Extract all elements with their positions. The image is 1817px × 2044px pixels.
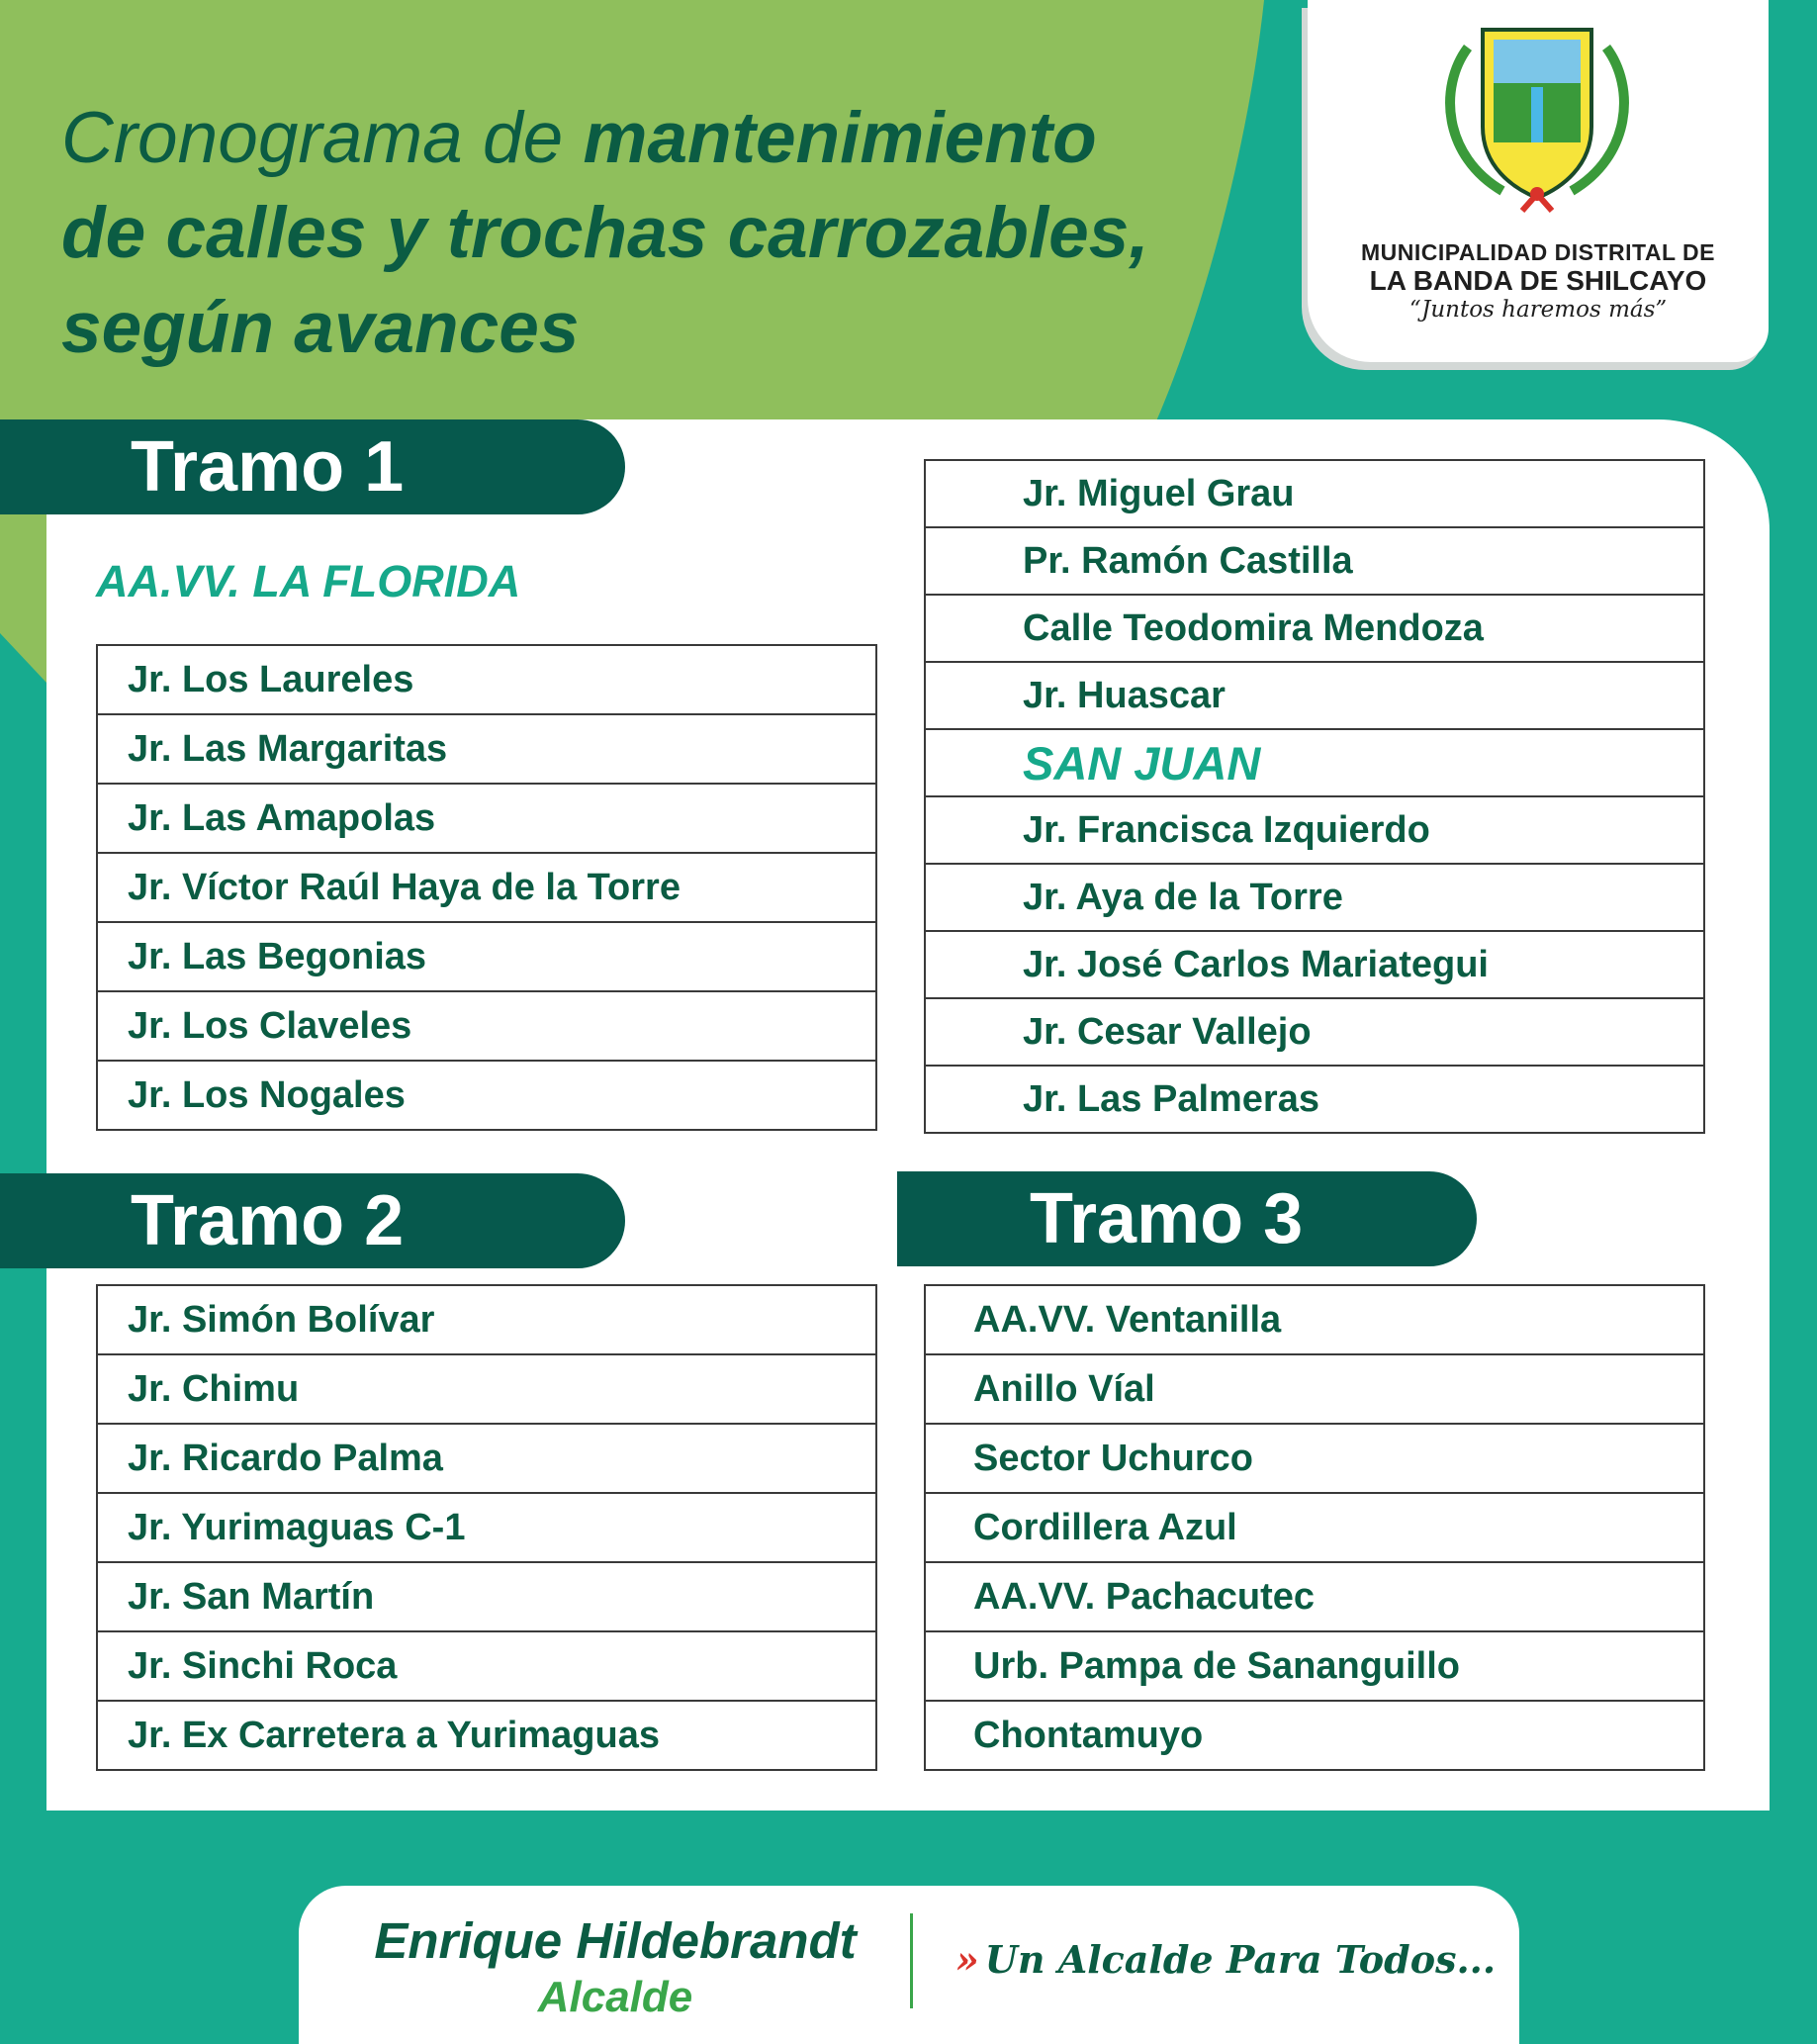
table-row: Jr. Las Begonias: [97, 922, 876, 991]
tramo-3-tab: Tramo 3: [897, 1171, 1477, 1266]
table-row: Jr. Sinchi Roca: [97, 1631, 876, 1701]
table-row: Jr. San Martín: [97, 1562, 876, 1631]
slogan: [955, 1937, 1496, 1982]
tramo-2-street-list: [96, 1284, 877, 1771]
subsection-title-san-juan: SAN JUAN: [925, 729, 1704, 796]
mayor-name: Enrique Hildebrandt: [374, 1912, 857, 1969]
tramo-1-street-list-left: [96, 644, 877, 1131]
footer-card: [299, 1886, 1519, 2044]
table-row: Calle Teodomira Mendoza: [925, 595, 1704, 662]
table-row: Jr. Ricardo Palma: [97, 1424, 876, 1493]
table-row: Anillo Víal: [925, 1354, 1704, 1424]
table-row: AA.VV. Ventanilla: [925, 1285, 1704, 1354]
table-row: Pr. Ramón Castilla: [925, 527, 1704, 595]
municipal-coat-of-arms-icon: [1428, 18, 1646, 216]
table-row: Chontamuyo: [925, 1701, 1704, 1770]
table-row: Jr. Huascar: [925, 662, 1704, 729]
table-row: Jr. Víctor Raúl Haya de la Torre: [97, 853, 876, 922]
municipality-logo-card: MUNICIPALIDAD DISTRITAL DE LA BANDA DE SHILCAYO “Juntos haremos más”: [1308, 0, 1769, 362]
table-row: Cordillera Azul: [925, 1493, 1704, 1562]
tramo-3-street-list: [924, 1284, 1705, 1771]
table-row: Jr. Los Nogales: [97, 1061, 876, 1130]
tramo-2-tab: Tramo 2: [0, 1173, 625, 1268]
table-row: Jr. Aya de la Torre: [925, 864, 1704, 931]
section-title-la-florida: AA.VV. LA FLORIDA: [96, 556, 521, 606]
table-row: Jr. Las Palmeras: [925, 1066, 1704, 1133]
table-row: Jr. Las Margaritas: [97, 714, 876, 784]
table-row: Jr. Simón Bolívar: [97, 1285, 876, 1354]
table-row: Jr. Las Amapolas: [97, 784, 876, 853]
table-row: AA.VV. Pachacutec: [925, 1562, 1704, 1631]
footer-divider: [910, 1913, 913, 2008]
table-row: Jr. Ex Carretera a Yurimaguas: [97, 1701, 876, 1770]
page-title: Cronograma de mantenimiento de calles y trochas carrozables, según avances: [61, 98, 1149, 368]
table-row: Jr. Chimu: [97, 1354, 876, 1424]
table-row: Urb. Pampa de Sananguillo: [925, 1631, 1704, 1701]
table-row: Jr. Francisca Izquierdo: [925, 796, 1704, 864]
mayor-role: Alcalde: [537, 1973, 693, 2021]
content-panel: [46, 419, 1770, 1811]
slogan-text: Un Alcalde Para Todos...: [984, 1937, 1497, 1982]
double-chevron-right-icon: »: [955, 1937, 979, 1982]
table-row: Jr. Yurimaguas C-1: [97, 1493, 876, 1562]
table-row: Jr. Los Claveles: [97, 991, 876, 1061]
table-row: Jr. José Carlos Mariategui: [925, 931, 1704, 998]
table-row: Jr. Cesar Vallejo: [925, 998, 1704, 1066]
table-row: Jr. Miguel Grau: [925, 460, 1704, 527]
table-row: Sector Uchurco: [925, 1424, 1704, 1493]
tramo-1-tab: Tramo 1: [0, 419, 625, 514]
tramo-1-street-list-right: [924, 459, 1705, 1134]
table-row: Jr. Los Laureles: [97, 645, 876, 714]
